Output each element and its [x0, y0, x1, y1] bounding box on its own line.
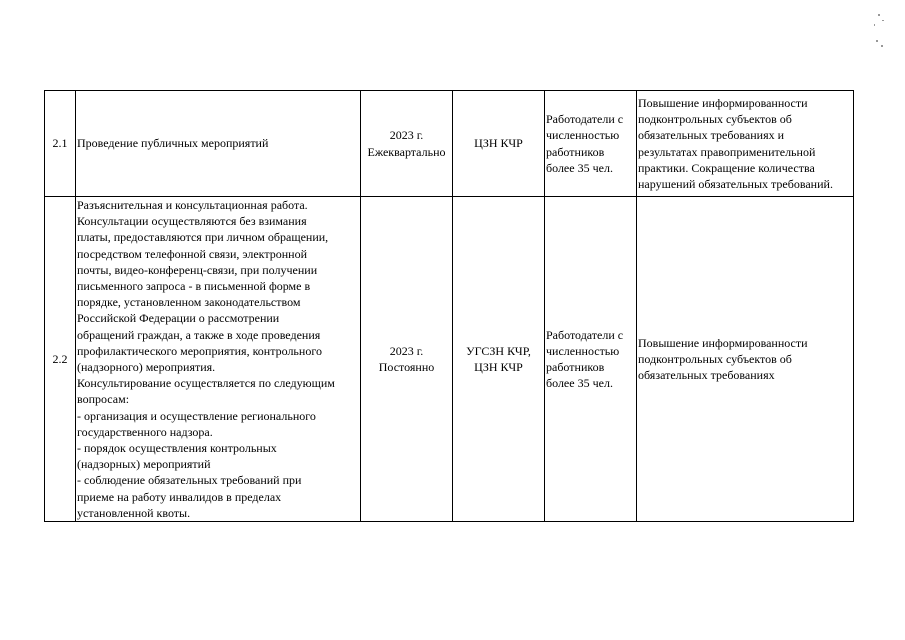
row-number: 2.2 — [45, 197, 76, 522]
period-cell — [361, 197, 453, 522]
period-cell — [361, 91, 453, 197]
subjects-cell — [545, 91, 637, 197]
scan-speck — [878, 14, 880, 16]
executor-cell — [453, 197, 545, 522]
text-line: почты, видео-конференц-связи, при получении — [77, 262, 318, 277]
text-line: Консультации осуществляются без взимания — [77, 214, 307, 229]
text-line: численностью — [546, 128, 620, 143]
text-line: Постоянно — [378, 360, 435, 375]
text-line: посредством телефонной связи, электронной — [77, 246, 308, 261]
executor-cell — [453, 91, 545, 197]
text-line: (надзорных) мероприятий — [77, 457, 211, 472]
table-row — [45, 91, 854, 197]
scan-speck — [876, 40, 878, 42]
text-line: установленной квоты. — [77, 505, 191, 520]
text-line: Работодатели с — [546, 327, 624, 342]
scan-speck — [881, 45, 883, 47]
scan-speck — [882, 20, 884, 21]
text-line: подконтрольных субъектов об — [638, 351, 792, 366]
text-line: ЦЗН КЧР — [474, 136, 523, 151]
text-line: работников — [546, 360, 605, 375]
scan-speck — [874, 24, 875, 26]
result-cell — [637, 91, 854, 197]
text-line: приеме на работу инвалидов в пределах — [77, 489, 282, 504]
table-row — [45, 197, 854, 522]
text-line: Проведение публичных мероприятий — [77, 136, 269, 151]
text-line: 2023 г. — [389, 343, 424, 358]
text-line: результатах правоприменительной — [638, 144, 816, 159]
text-line: численностью — [546, 343, 620, 358]
text-line: государственного надзора. — [77, 424, 213, 439]
text-line: Разъяснительная и консультационная работа. — [77, 198, 308, 212]
text-line: обязательных требованиях и — [638, 128, 785, 143]
text-line: вопросам: — [77, 392, 130, 407]
activity-cell — [76, 91, 361, 197]
text-line: более 35 чел. — [546, 376, 613, 391]
text-line: подконтрольных субъектов об — [638, 112, 792, 127]
text-line: Повышение информированности — [638, 95, 808, 110]
text-line: нарушений обязательных требований. — [638, 176, 833, 191]
text-line: ЦЗН КЧР — [474, 360, 523, 375]
text-line: Работодатели с — [546, 112, 624, 127]
text-line: письменного запроса - в письменной форме в — [77, 279, 311, 294]
activity-cell — [76, 197, 361, 522]
text-line: Российской Федерации о рассмотрении — [77, 311, 280, 326]
text-line: - порядок осуществления контрольных — [77, 441, 277, 456]
result-cell — [637, 197, 854, 522]
text-line: Ежеквартально — [367, 144, 446, 159]
text-line: профилактического мероприятия, контрольного — [77, 343, 322, 358]
text-line: 2023 г. — [389, 128, 424, 143]
row-number: 2.1 — [45, 91, 76, 197]
measures-table — [44, 90, 854, 522]
text-line: - соблюдение обязательных требований при — [77, 473, 302, 488]
text-line: (надзорного) мероприятия. — [77, 360, 216, 375]
text-line: более 35 чел. — [546, 160, 613, 175]
text-line: УГСЗН КЧР, — [466, 343, 531, 358]
subjects-cell — [545, 197, 637, 522]
text-line: обращений граждан, а также в ходе проведения — [77, 327, 321, 342]
text-line: платы, предоставляются при личном обращении, — [77, 230, 329, 245]
text-line: порядке, установленном законодательством — [77, 295, 301, 310]
text-line: Консультирование осуществляется по следующим — [77, 376, 335, 391]
text-line: - организация и осуществление регионального — [77, 408, 316, 423]
text-line: обязательных требованиях — [638, 368, 775, 383]
text-line: практики. Сокращение количества — [638, 160, 815, 175]
text-line: работников — [546, 144, 605, 159]
text-line: Повышение информированности — [638, 335, 808, 350]
